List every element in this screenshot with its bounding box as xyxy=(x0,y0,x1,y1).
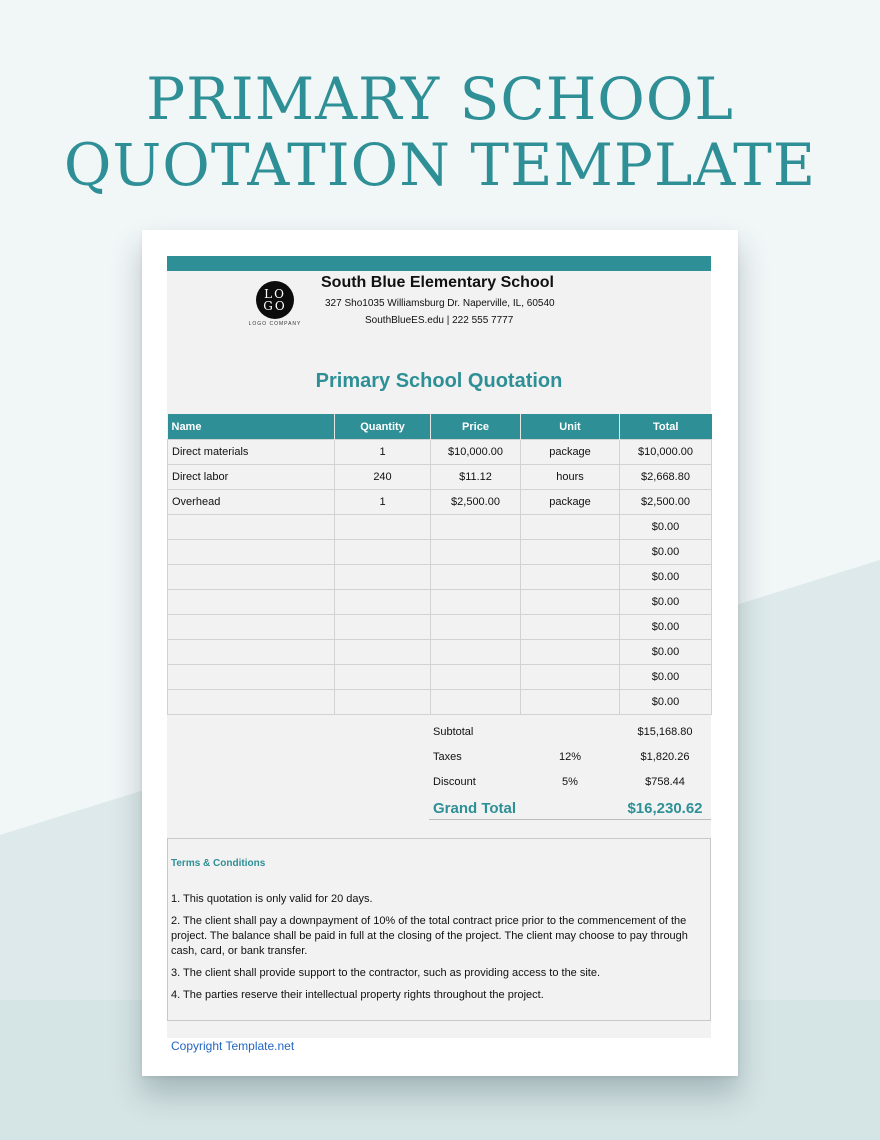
cell-total: $0.00 xyxy=(620,640,712,665)
table-header-row xyxy=(168,414,712,440)
company-address: 327 Sho1035 Williamsburg Dr. Naperville, IL, 60540 xyxy=(325,298,555,309)
cell-total: $0.00 xyxy=(620,540,712,565)
banner-title xyxy=(0,66,880,198)
cell-total: $0.00 xyxy=(620,515,712,540)
table-row xyxy=(168,690,712,715)
grand-total-underline xyxy=(429,819,711,820)
column-header-quantity: Quantity xyxy=(335,414,431,440)
cell-total: $0.00 xyxy=(620,615,712,640)
cell-total: $0.00 xyxy=(620,565,712,590)
totals-summary xyxy=(167,720,711,820)
cell-quantity xyxy=(335,540,431,565)
terms-item: 3. The client shall provide support to the contractor, such as providing access to the site. xyxy=(171,967,601,979)
cell-unit xyxy=(521,615,620,640)
cell-quantity: 1 xyxy=(335,440,431,465)
cell-price xyxy=(431,590,521,615)
cell-price: $10,000.00 xyxy=(431,440,521,465)
cell-total: $10,000.00 xyxy=(620,440,712,465)
cell-price xyxy=(431,540,521,565)
document-sheet xyxy=(142,230,738,1076)
cell-total: $0.00 xyxy=(620,665,712,690)
cell-unit xyxy=(521,590,620,615)
items-table xyxy=(167,414,712,715)
cell-price xyxy=(431,565,521,590)
cell-unit: package xyxy=(521,440,620,465)
taxes-rate: 12% xyxy=(558,751,582,763)
cell-price: $11.12 xyxy=(431,465,521,490)
cell-name xyxy=(168,640,335,665)
cell-total: $2,668.80 xyxy=(620,465,712,490)
company-logo xyxy=(256,281,294,319)
cell-price xyxy=(431,665,521,690)
cell-unit xyxy=(521,565,620,590)
column-header-unit: Unit xyxy=(521,414,620,440)
cell-total: $2,500.00 xyxy=(620,490,712,515)
cell-quantity xyxy=(335,665,431,690)
terms-box xyxy=(167,838,711,1021)
table-row xyxy=(168,540,712,565)
cell-quantity xyxy=(335,515,431,540)
terms-list xyxy=(171,892,699,1010)
discount-value: $758.44 xyxy=(645,776,685,788)
cell-name: Direct labor xyxy=(168,465,335,490)
cell-unit xyxy=(521,690,620,715)
items-table-body xyxy=(168,440,712,715)
cell-name xyxy=(168,565,335,590)
cell-name xyxy=(168,540,335,565)
banner-title-line1: PRIMARY SCHOOL xyxy=(146,65,734,133)
cell-price xyxy=(431,515,521,540)
cell-name xyxy=(168,665,335,690)
column-header-name: Name xyxy=(168,414,335,440)
header-accent-bar xyxy=(167,256,711,271)
cell-quantity xyxy=(335,640,431,665)
banner-title-line2: QUOTATION TEMPLATE xyxy=(63,131,817,199)
table-row xyxy=(168,515,712,540)
cell-unit: package xyxy=(521,490,620,515)
table-row xyxy=(168,465,712,490)
cell-name xyxy=(168,690,335,715)
cell-name xyxy=(168,515,335,540)
taxes-label: Taxes xyxy=(433,751,462,763)
cell-price xyxy=(431,615,521,640)
cell-name xyxy=(168,590,335,615)
cell-price xyxy=(431,690,521,715)
cell-quantity xyxy=(335,690,431,715)
taxes-value: $1,820.26 xyxy=(640,751,690,763)
grand-total-value: $16,230.62 xyxy=(627,800,703,817)
table-row xyxy=(168,665,712,690)
logo-text-bottom: GO xyxy=(263,299,287,313)
cell-quantity xyxy=(335,565,431,590)
cell-total: $0.00 xyxy=(620,590,712,615)
terms-item: 2. The client shall pay a downpayment of 10% of the total contract price prior to the commencement of the project. The balance shall be paid in full at the closing of the project. The client may choose to pay through cash, card, or bank transfer. xyxy=(171,915,688,957)
cell-unit xyxy=(521,640,620,665)
cell-unit: hours xyxy=(521,465,620,490)
table-row xyxy=(168,440,712,465)
column-header-total: Total xyxy=(620,414,712,440)
cell-unit xyxy=(521,540,620,565)
column-header-price: Price xyxy=(431,414,521,440)
terms-item: 4. The parties reserve their intellectual property rights throughout the project. xyxy=(171,989,544,1001)
cell-price: $2,500.00 xyxy=(431,490,521,515)
table-row xyxy=(168,565,712,590)
cell-unit xyxy=(521,515,620,540)
terms-item: 1. This quotation is only valid for 20 days. xyxy=(171,893,373,905)
cell-name xyxy=(168,615,335,640)
logo-text-top: LO xyxy=(264,287,286,301)
cell-unit xyxy=(521,665,620,690)
cell-quantity: 1 xyxy=(335,490,431,515)
discount-rate: 5% xyxy=(562,776,578,788)
terms-title: Terms & Conditions xyxy=(171,858,266,869)
table-row xyxy=(168,590,712,615)
cell-total: $0.00 xyxy=(620,690,712,715)
table-row xyxy=(168,640,712,665)
table-row xyxy=(168,490,712,515)
cell-quantity xyxy=(335,615,431,640)
cell-name: Direct materials xyxy=(168,440,335,465)
subtotal-label: Subtotal xyxy=(433,726,474,738)
quotation-title: Primary School Quotation xyxy=(315,370,563,392)
company-name: South Blue Elementary School xyxy=(321,274,554,291)
subtotal-value: $15,168.80 xyxy=(637,726,693,738)
copyright-link[interactable]: Copyright Template.net xyxy=(171,1039,295,1053)
cell-quantity: 240 xyxy=(335,465,431,490)
company-contact: SouthBlueES.edu | 222 555 7777 xyxy=(365,315,514,326)
table-row xyxy=(168,615,712,640)
cell-quantity xyxy=(335,590,431,615)
discount-label: Discount xyxy=(433,776,476,788)
logo-caption: LOGO COMPANY xyxy=(248,321,302,327)
cell-name: Overhead xyxy=(168,490,335,515)
grand-total-label: Grand Total xyxy=(433,800,517,817)
quotation-document xyxy=(167,256,711,1038)
cell-price xyxy=(431,640,521,665)
